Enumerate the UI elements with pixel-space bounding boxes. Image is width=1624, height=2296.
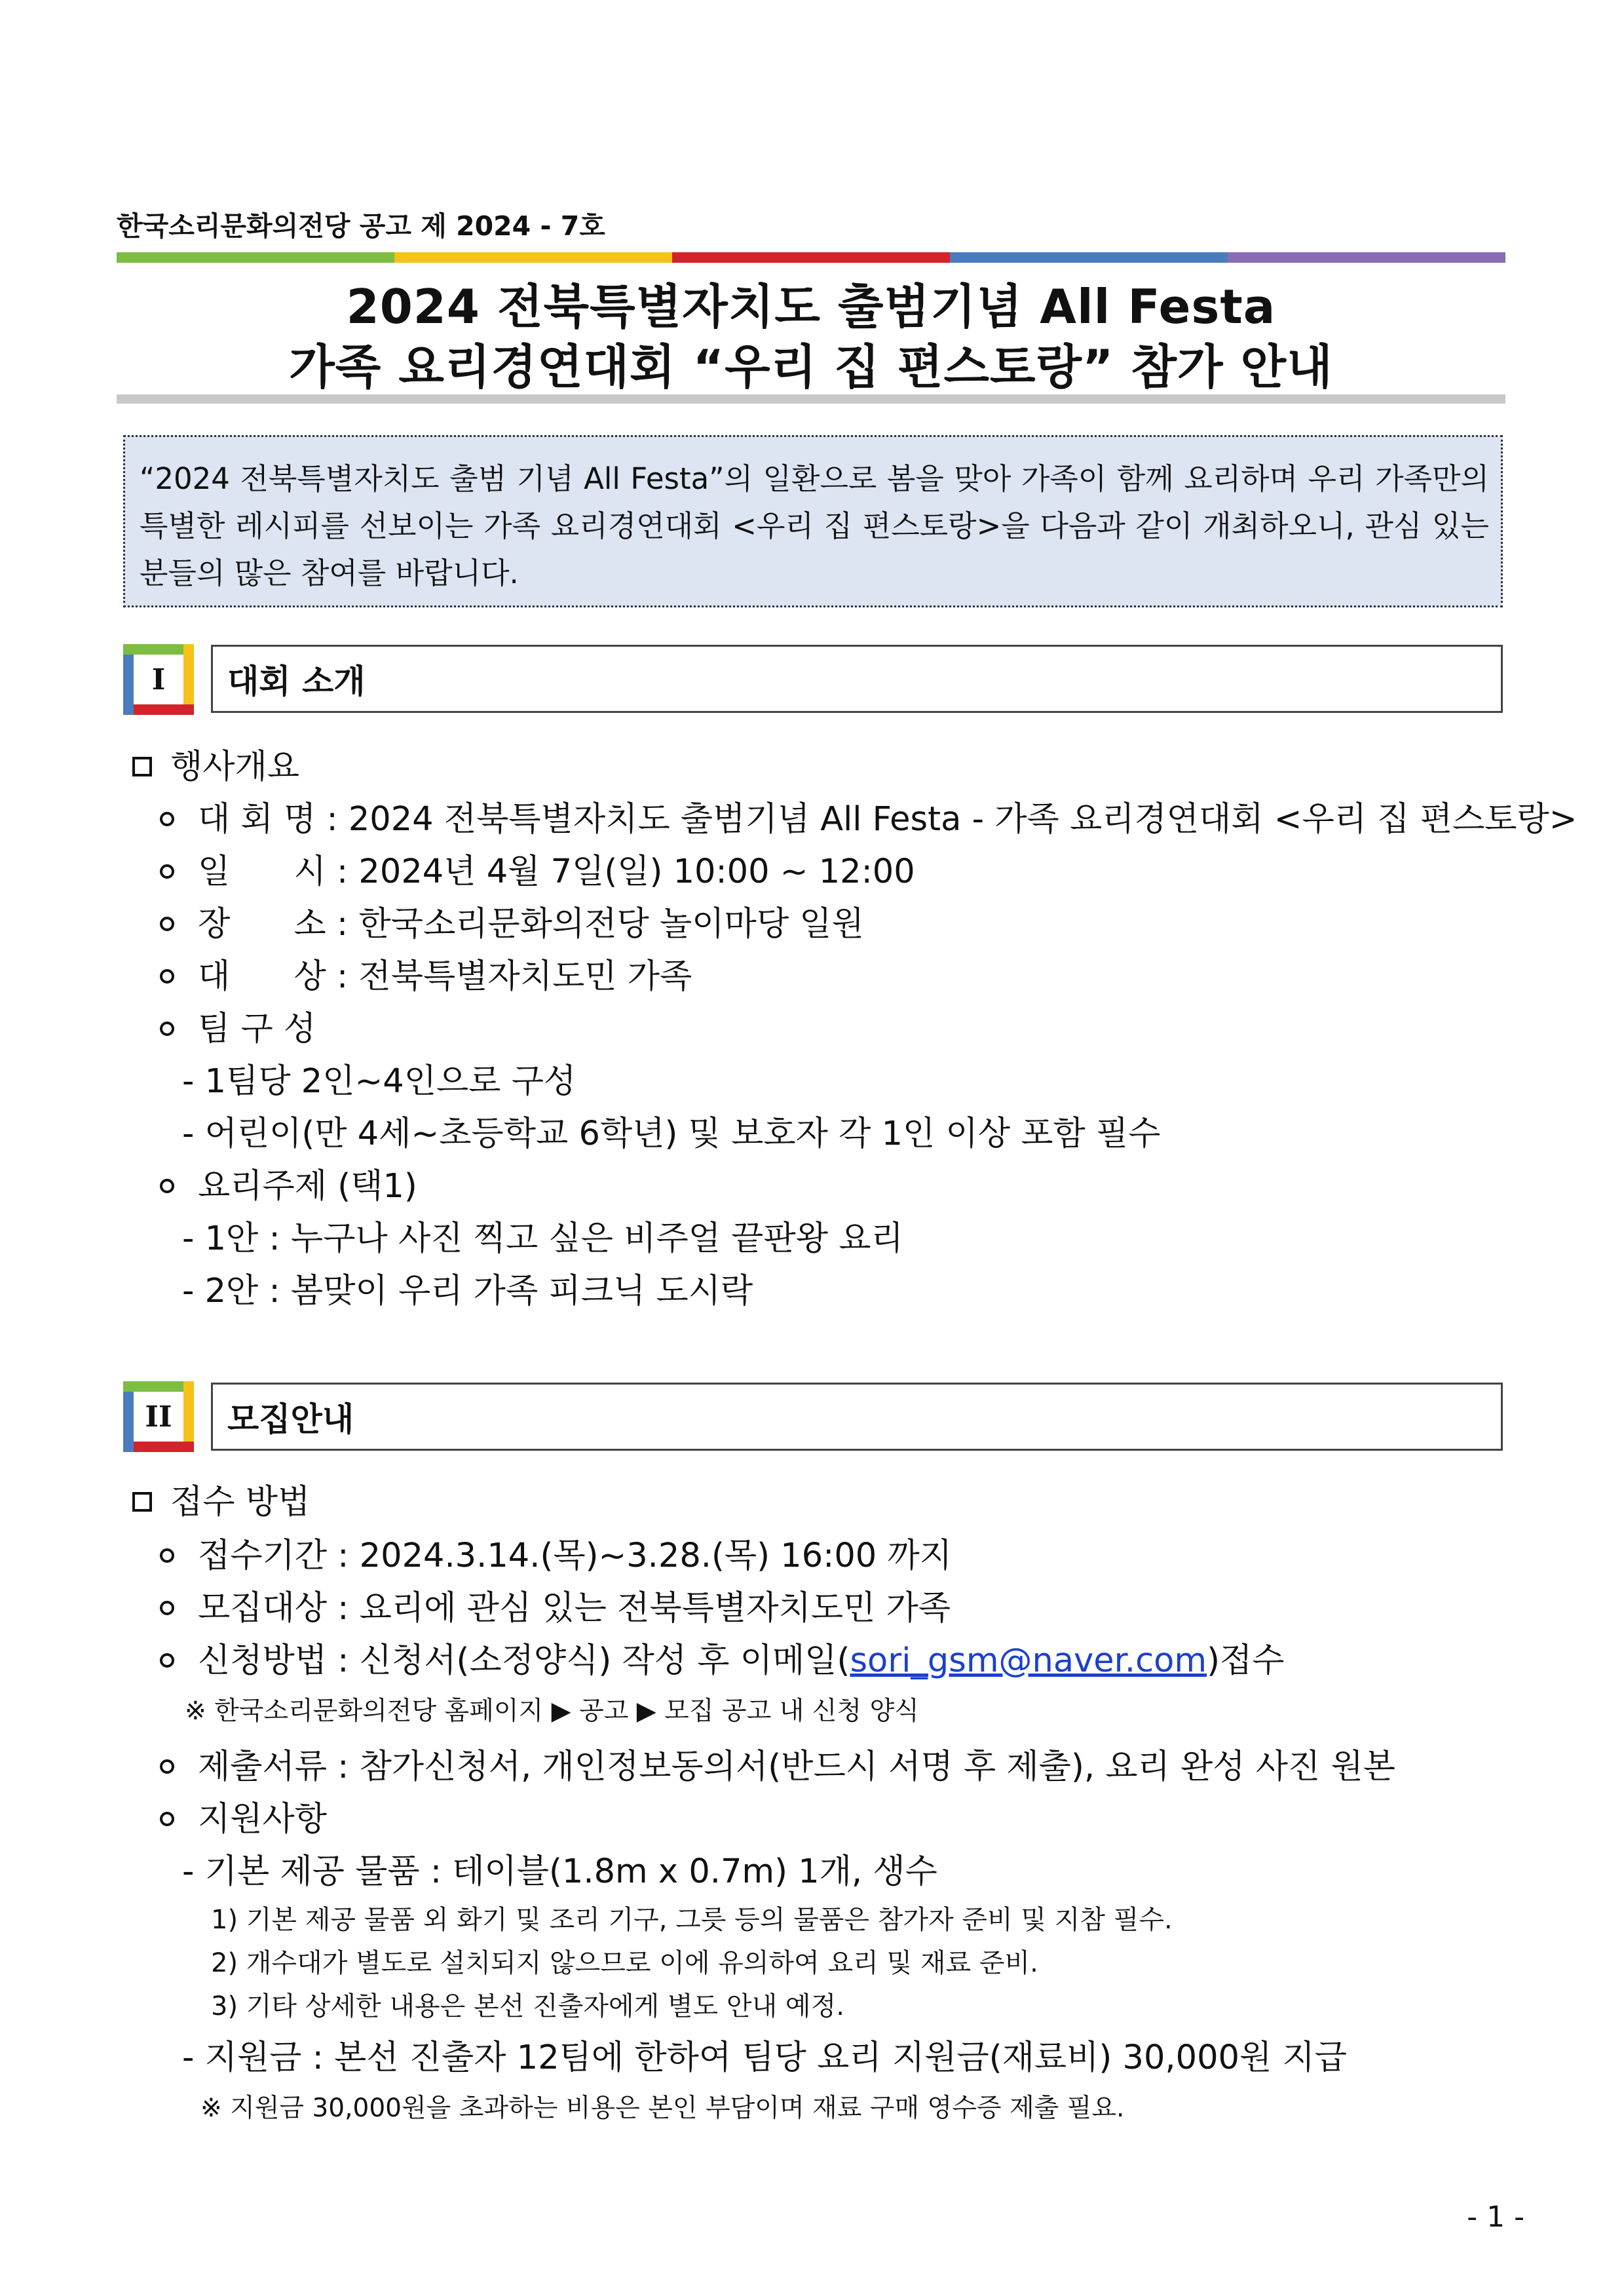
support-fund: - 지원금 : 본선 진출자 12팀에 한하여 팀당 요리 지원금(재료비) 30,000원 지급 — [182, 2038, 1347, 2077]
support-supply: - 기본 제공 물품 : 테이블(1.8m x 0.7m) 1개, 생수 — [182, 1852, 937, 1891]
list-item-recruit-target: 모집대상 : 요리에 관심 있는 전북특별자치도민 가족 — [160, 1580, 951, 1629]
circle-bullet-icon — [160, 917, 174, 931]
circle-bullet-icon — [160, 1759, 174, 1774]
list-item-team: 팀 구 성 — [160, 1001, 316, 1050]
page-number: - 1 - — [1467, 2200, 1524, 2234]
circle-bullet-icon — [160, 969, 174, 984]
team-item: - 1팀당 2인~4인으로 구성 — [182, 1062, 576, 1101]
team-item: - 어린이(만 4세~초등학교 6학년) 및 보호자 각 1인 이상 포함 필수 — [182, 1115, 1161, 1153]
color-bar — [117, 252, 1505, 263]
list-item-date: 일 시 : 2024년 4월 7일(일) 10:00 ~ 12:00 — [160, 844, 915, 892]
circle-bullet-icon — [160, 1179, 174, 1193]
supply-note: 3) 기타 상세한 내용은 본선 진출자에게 별도 안내 예정. — [211, 1991, 844, 2021]
color-bar-blue — [950, 252, 1228, 263]
list-item-method: 신청방법 : 신청서(소정양식) 작성 후 이메일(sori_gsm@naver.com)접수 — [160, 1633, 1285, 1681]
checkbox-square-icon — [132, 1492, 152, 1512]
section-1-icon — [123, 644, 194, 715]
section-2-icon — [123, 1381, 194, 1452]
section-2-numeral: II — [134, 1392, 183, 1442]
circle-bullet-icon — [160, 864, 174, 879]
title-line-1: 2024 전북특별자치도 출범기념 All Festa — [346, 279, 1276, 334]
section-2-title: 모집안내 — [211, 1383, 1503, 1451]
circle-bullet-icon — [160, 1548, 174, 1563]
color-bar-green — [117, 252, 394, 263]
title-line-2: 가족 요리경연대회 “우리 집 편스토랑” 참가 안내 — [289, 339, 1333, 394]
theme-item: - 2안 : 봄맞이 우리 가족 피크닉 도시락 — [182, 1272, 753, 1311]
list-item-name: 대 회 명 : 2024 전북특별자치도 출범기념 All Festa - 가족 요리경연대회 <우리 집 편스토랑> — [160, 792, 1577, 840]
list-item-period: 접수기간 : 2024.3.14.(목)~3.28.(목) 16:00 까지 — [160, 1528, 952, 1577]
email-link[interactable]: sori_gsm@naver.com — [850, 1641, 1207, 1680]
list-item-venue: 장 소 : 한국소리문화의전당 놀이마당 일원 — [160, 896, 864, 945]
section-1-title: 대회 소개 — [211, 645, 1503, 713]
circle-bullet-icon — [160, 1653, 174, 1668]
list-item-theme: 요리주제 (택1) — [160, 1158, 417, 1207]
color-bar-yellow — [394, 252, 672, 263]
color-bar-purple — [1228, 252, 1505, 263]
color-bar-red — [672, 252, 950, 263]
intro-box: “2024 전북특별자치도 출범 기념 All Festa”의 일환으로 봄을 맞아 가족이 함께 요리하며 우리 가족만의 특별한 레시피를 선보이는 가족 요리경연대회 <우리 집 편스토랑>을 다음과 같이 개최하오니, 관심 있는 분들의 많은 참여를 바랍니다. — [123, 435, 1503, 607]
fund-note: ※ 지원금 30,000원을 초과하는 비용은 본인 부담이며 재료 구매 영수증 제출 필요. — [200, 2094, 1125, 2123]
circle-bullet-icon — [160, 1601, 174, 1615]
theme-item: - 1안 : 누구나 사진 찍고 싶은 비주얼 끝판왕 요리 — [182, 1219, 903, 1258]
circle-bullet-icon — [160, 812, 174, 826]
method-note: ※ 한국소리문화의전당 홈페이지 ▶ 공고 ▶ 모집 공고 내 신청 양식 — [185, 1696, 919, 1726]
title-underline — [117, 394, 1505, 404]
circle-bullet-icon — [160, 1812, 174, 1826]
circle-bullet-icon — [160, 1022, 174, 1036]
supply-note: 1) 기본 제공 물품 외 화기 및 조리 기구, 그릇 등의 물품은 참가자 준비 및 지참 필수. — [211, 1905, 1173, 1935]
list-item-documents: 제출서류 : 참가신청서, 개인정보동의서(반드시 서명 후 제출), 요리 완성 사진 원본 — [160, 1739, 1395, 1788]
section-1-heading: 행사개요 — [132, 739, 299, 788]
section-2-heading: 접수 방법 — [132, 1474, 310, 1523]
list-item-support: 지원사항 — [160, 1791, 327, 1840]
checkbox-square-icon — [132, 757, 152, 776]
supply-note: 2) 개수대가 별도로 설치되지 않으므로 이에 유의하여 요리 및 재료 준비. — [211, 1948, 1038, 1978]
list-item-target: 대 상 : 전북특별자치도민 가족 — [160, 949, 692, 997]
notice-number: 한국소리문화의전당 공고 제 2024 - 7호 — [117, 210, 605, 242]
section-1-numeral: I — [134, 655, 183, 704]
